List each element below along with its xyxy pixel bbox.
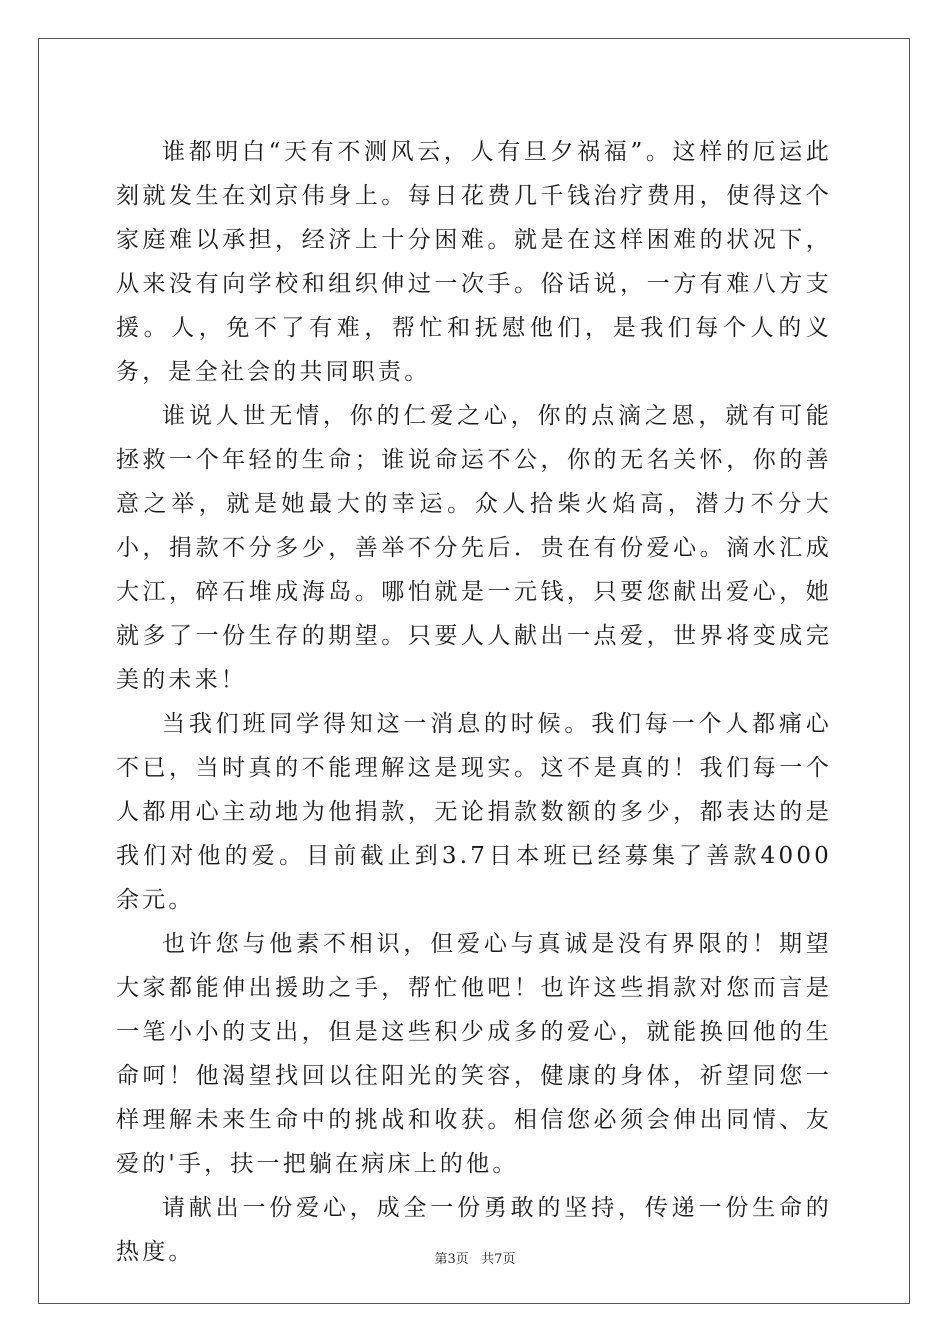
page-number: 第3页 共7页	[434, 1252, 516, 1267]
paragraph-1: 谁都明白“天有不测风云，人有旦夕祸福”。这样的厄运此刻就发生在刘京伟身上。每日花费几千钱治疗费用，使得这个家庭难以承担，经济上十分困难。就是在这样困难的状况下，从来没有向学校和组织伸过一次手。俗话说，一方有难八方支援。人，免不了有难，帮忙和抚慰他们，是我们每个人的义务，是全社会的共同职责。	[116, 139, 832, 385]
paragraph-4: 也许您与他素不相识，但爱心与真诚是没有界限的！期望大家都能伸出援助之手，帮忙他吧！也许这些捐款对您而言是一笔小小的支出，但是这些积少成多的爱心，就能换回他的生命呵！他渴望找回以往阳光的笑容，健康的身体，祈望同您一样理解未来生命中的挑战和收获。相信您必须会伸出同情、友爱的'手，扶一把躺在病床上的他。	[116, 931, 832, 1177]
paragraph-2: 谁说人世无情，你的仁爱之心，你的点滴之恩，就有可能拯救一个年轻的生命；谁说命运不公，你的无名关怀，你的善意之举，就是她最大的幸运。众人拾柴火焰高，潜力不分大小，捐款不分多少，善举不分先后．贵在有份爱心。滴水汇成大江，碎石堆成海岛。哪怕就是一元钱，只要您献出爱心，她就多了一份生存的期望。只要人人献出一点爱，世界将变成完美的未来！	[116, 403, 832, 693]
paragraph-5: 请献出一份爱心，成全一份勇敢的坚持，传递一份生命的热度。	[116, 1195, 832, 1265]
document-body	[116, 130, 832, 1274]
paragraph-3: 当我们班同学得知这一消息的时候。我们每一个人都痛心不已，当时真的不能理解这是现实。这不是真的！我们每一个人都用心主动地为他捐款，无论捐款数额的多少，都表达的是我们对他的爱。目前截止到3.7日本班已经募集了善款4000余元。	[116, 711, 832, 913]
page-footer	[0, 1248, 950, 1267]
